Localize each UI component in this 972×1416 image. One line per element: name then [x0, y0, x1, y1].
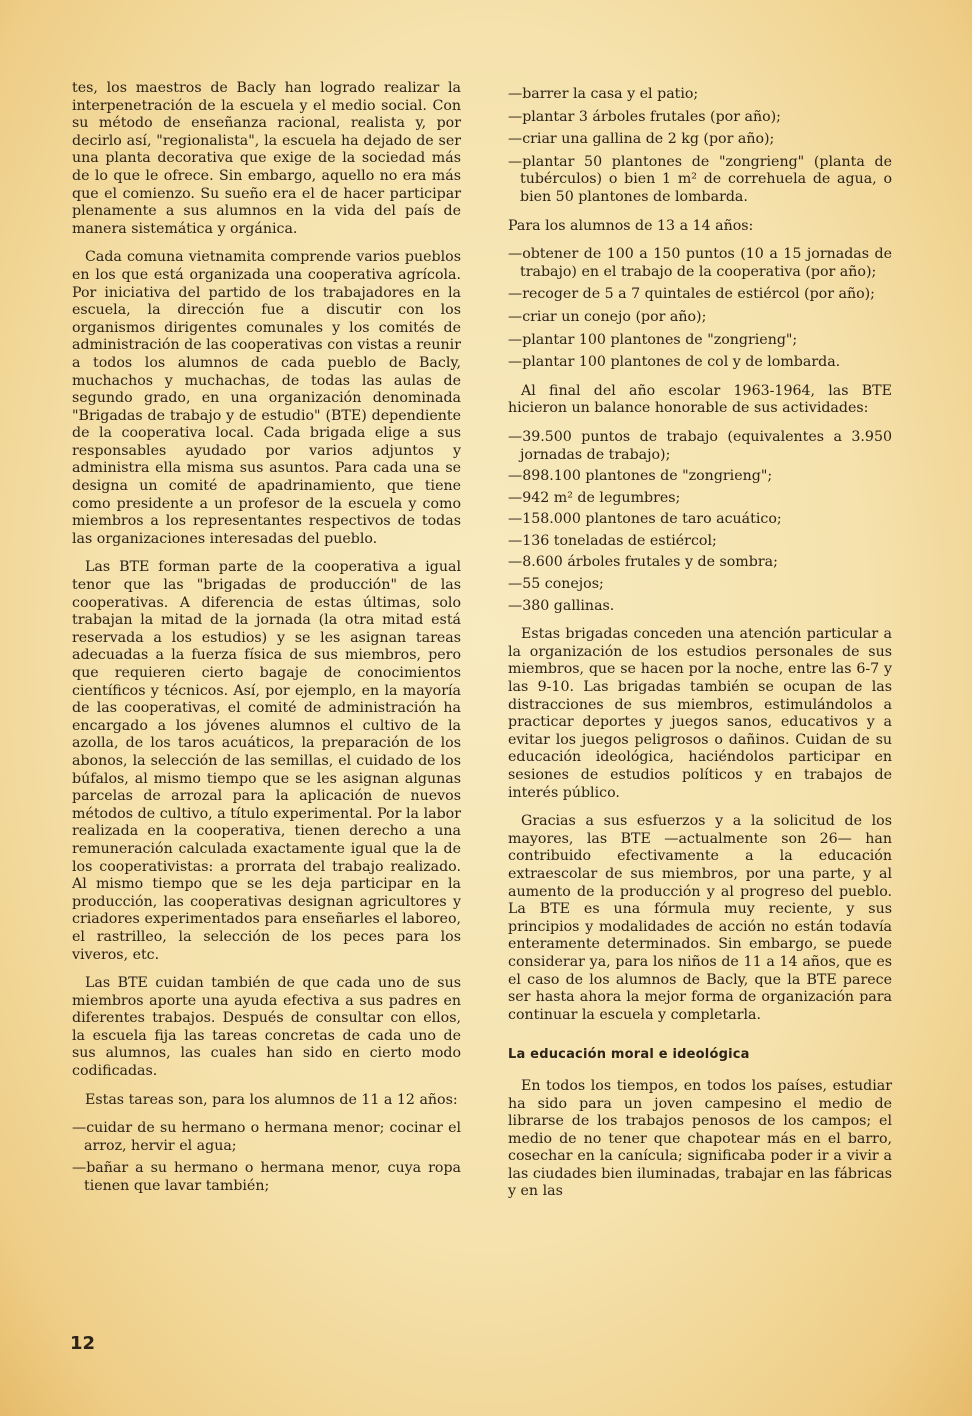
left-column	[72, 80, 461, 1207]
list-item: —380 gallinas.	[508, 597, 615, 614]
list-item: —recoger de 5 a 7 quintales de estiércol (por año);	[508, 286, 875, 303]
list-item: —plantar 3 árboles frutales (por año);	[508, 108, 781, 125]
list-item: —criar una gallina de 2 kg (por año);	[508, 131, 775, 148]
task-list-11-12	[72, 1120, 461, 1195]
paragraph: Al final del año escolar 1963-1964, las BTE hicieron un balance honorable de sus actividades:	[508, 382, 892, 417]
list-item: —plantar 50 plantones de "zongrieng" (planta de tubérculos) o bien 1 m² de correhuela de agua, o bien 50 plantones de lombarda.	[508, 153, 892, 205]
paragraph: Estas tareas son, para los alumnos de 11 a 12 años:	[85, 1091, 458, 1108]
list-item: —8.600 árboles frutales y de sombra;	[508, 554, 778, 571]
paragraph: Para los alumnos de 13 a 14 años:	[508, 217, 754, 234]
list-item: —plantar 100 plantones de "zongrieng";	[508, 331, 798, 348]
section-heading: La educación moral e ideológica	[508, 1047, 750, 1063]
list-item: —898.100 plantones de "zongrieng";	[508, 468, 773, 485]
list-item: —barrer la casa y el patio;	[508, 86, 699, 102]
list-item: —942 m² de legumbres;	[508, 489, 681, 506]
list-item: —cuidar de su hermano o hermana menor; cocinar el arroz, hervir el agua;	[72, 1120, 461, 1154]
paragraph: tes, los maestros de Bacly han logrado realizar la interpenetración de la escuela y el medio social. Con su método de enseñanza racional, realista y, por decirlo así, "regionalista", la escuela ha dejado de ser una planta decorativa que exige de la sociedad más de lo que le ofrece. Sin embargo, aquello no era más que el comienzo. Su sueño era el de hacer participar plenamente a sus alumnos en la vida del país de manera sistemática y orgánica.	[72, 80, 461, 237]
paragraph: En todos los tiempos, en todos los países, estudiar ha sido para un joven campesino el medio de librarse de los trabajos penosos de los campos; el medio de no tener que chapotear más en el barro, cosechar en la canícula; significaba poder ir a vivir a las ciudades bien iluminadas, trabajar en las fábricas y en las	[508, 1077, 892, 1200]
task-list-11-12-continued	[508, 86, 892, 207]
page-number: 12	[70, 1333, 96, 1354]
paragraph: Las BTE forman parte de la cooperativa a igual tenor que las "brigadas de producción" de las cooperativas. A diferencia de estas últimas, solo trabajan la mitad de la jornada (la otra mitad está reservada a los estudios) y se les asignan tareas adecuadas a la fuerza física de sus miembros, pero que requieren cierto bagaje de conocimientos científicos y técnicos. Así, por ejemplo, en la mayoría de las cooperativas, el comité de administración ha encargado a los jóvenes alumnos el cultivo de la azolla, de los taros acuáticos, la preparación de los abonos, la selección de las semillas, el cuidado de los búfalos, al mismo tiempo que se les asignan algunas parcelas de arrozal para la aplicación de nuevos métodos de cultivo, a título experimental. Por la labor realizada en la cooperativa, tienen derecho a una remuneración calculada exactamente igual que la de los cooperativistas: a prorrata del trabajo realizado. Al mismo tiempo que se les deja participar en la producción, las cooperativas designan agricultores y criadores experimentados para enseñarles el laboreo, el rastrilleo, la selección de los peces para los viveros, etc.	[72, 559, 461, 963]
list-item: —obtener de 100 a 150 puntos (10 a 15 jornadas de trabajo) en el trabajo de la cooperativa (por año);	[508, 246, 892, 280]
list-item: —bañar a su hermano o hermana menor, cuya ropa tienen que lavar también;	[72, 1160, 461, 1195]
task-list-13-14	[508, 246, 892, 372]
paragraph: Cada comuna vietnamita comprende varios pueblos en los que está organizada una cooperativa agrícola. Por iniciativa del partido de los trabajadores en la escuela, la dirección fue a discutir con los organismos dirigentes comunales y los comités de administración de las cooperativas con vistas a reunir a todos los alumnos de cada pueblo de Bacly, muchachos y muchachas, de todas las aulas de segundo grado, en una organización denominada "Brigadas de trabajo y de estudio" (BTE) dependiente de la cooperativa local. Cada brigada elige a sus responsables ayudado por varios adjuntos y administra ella misma sus asuntos. Para cada una se designa un comité de apadrinamiento, que tiene como presidente a un profesor de la escuela y como miembros a los representantes respectivos de todas las organizaciones interesadas del pueblo.	[72, 249, 461, 547]
balance-list	[508, 429, 892, 615]
list-item: —55 conejos;	[508, 576, 604, 593]
paragraph: Estas brigadas conceden una atención particular a la organización de los estudios personales de sus miembros, que se hacen por la noche, entre las 6-7 y las 9-10. Las brigadas también se ocupan de las distracciones de sus miembros, estimulándolos a practicar deportes y juegos sanos, educativos y a evitar los juegos peligrosos o dañinos. Cuidan de su educación ideológica, haciéndolos participar en sesiones de estudios políticos y en trabajos de interés público.	[508, 626, 892, 801]
right-column	[508, 86, 892, 1212]
list-item: —158.000 plantones de taro acuático;	[508, 511, 782, 528]
list-item: —plantar 100 plantones de col y de lombarda.	[508, 354, 841, 371]
paragraph: Las BTE cuidan también de que cada uno de sus miembros aporte una ayuda efectiva a sus padres en diferentes trabajos. Después de consultar con ellos, la escuela fija las tareas concretas de cada uno de sus alumnos, las cuales han sido en cierto modo codificadas.	[72, 975, 461, 1080]
list-item: —39.500 puntos de trabajo (equivalentes a 3.950 jornadas de trabajo);	[508, 428, 892, 463]
paragraph: Gracias a sus esfuerzos y a la solicitud de los mayores, las BTE —actualmente son 26— han contribuido efectivamente a la educación extraescolar de sus miembros, por una parte, y al aumento de la producción y al progreso del pueblo. La BTE es una fórmula muy reciente, y sus principios y modalidades de acción no están todavía enteramente determinados. Sin embargo, se puede considerar ya, para los niños de 11 a 14 años, que es el caso de los alumnos de Bacly, que la BTE parece ser hasta ahora la mejor forma de organización para continuar la escuela y completarla.	[508, 813, 892, 1023]
list-item: —136 toneladas de estiércol;	[508, 532, 717, 549]
list-item: —criar un conejo (por año);	[508, 308, 707, 325]
